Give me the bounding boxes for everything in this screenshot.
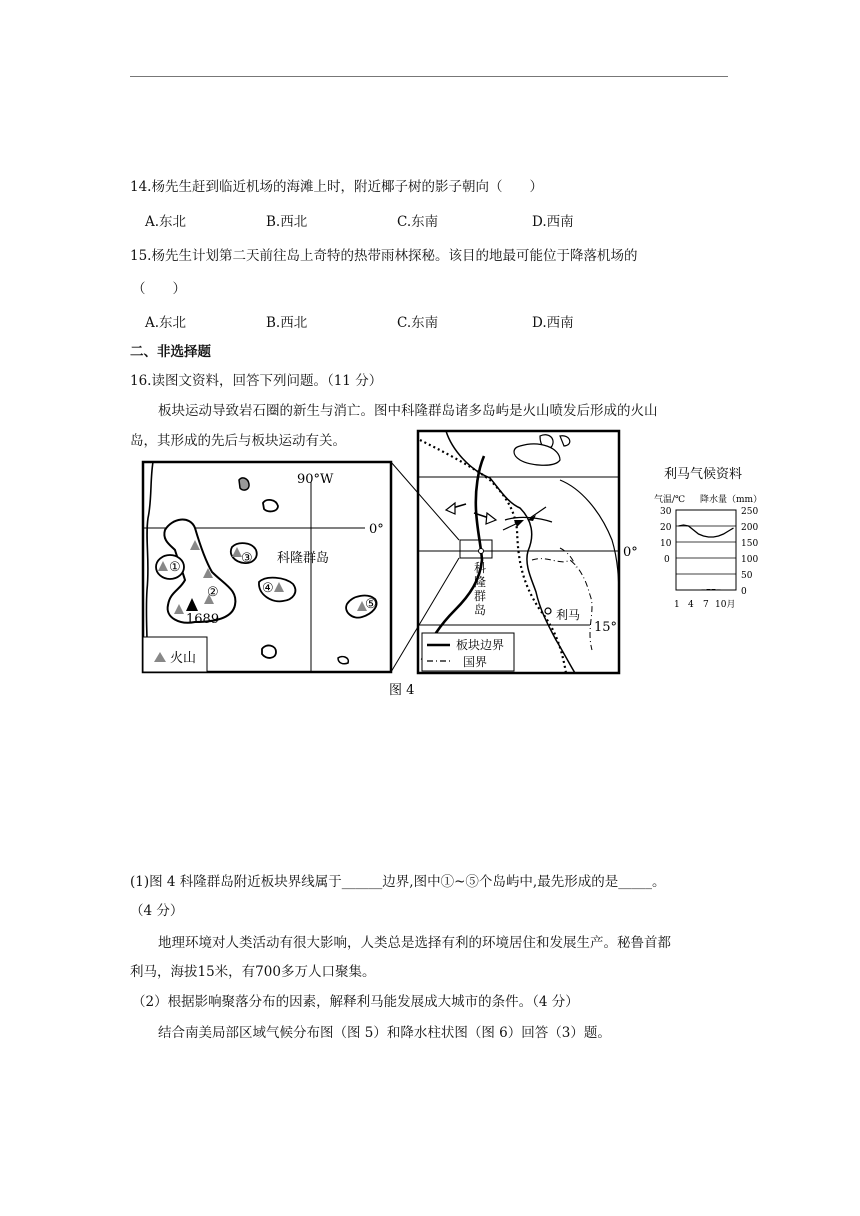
islands-vertical-3: 群 <box>474 589 487 603</box>
equator-label-right: 0° <box>623 545 638 560</box>
y-right-tick-150: 150 <box>741 539 759 549</box>
q14-option-c: C.东南 <box>397 214 439 230</box>
marker-1: ① <box>169 560 181 575</box>
legend-volcano-label: 火山 <box>170 651 197 666</box>
question-15-paren: （ ） <box>132 281 186 297</box>
q15-option-a: A.东北 <box>145 315 187 331</box>
x-tick-7: 7 <box>703 600 709 610</box>
temperature-line <box>679 525 734 537</box>
y-right-axis-label: 降水量（mm） <box>700 495 763 505</box>
lima-paragraph-line2: 利马，海拔15米，有700多万人口聚集。 <box>130 964 376 980</box>
y-right-tick-50: 50 <box>741 571 753 581</box>
question-16-2: （2）根据影响聚落分布的因素，解释利马能发展成大城市的条件。（4 分） <box>132 994 579 1010</box>
y-left-tick-30: 30 <box>660 507 672 517</box>
section-heading: 二、非选择题 <box>130 344 211 360</box>
marker-3: ③ <box>241 551 253 566</box>
precipitation-bar <box>707 589 711 590</box>
y-right-tick-250: 250 <box>741 507 759 517</box>
precipitation-bar <box>702 589 706 590</box>
x-tick-1: 1 <box>674 600 680 610</box>
q14-option-a: A.东北 <box>145 214 187 230</box>
q14-option-b: B.西北 <box>266 214 308 230</box>
y-left-tick-10: 10 <box>660 539 672 549</box>
precipitation-bar <box>717 589 721 590</box>
x-tick-10: 10月 <box>715 600 736 610</box>
south-america-map <box>418 431 619 673</box>
legend-national-border: 国界 <box>463 655 488 669</box>
y-left-tick-20: 20 <box>660 523 672 533</box>
precipitation-bar <box>712 589 716 590</box>
q15-option-d: D.西南 <box>532 315 574 331</box>
equator-label-left: 0° <box>369 522 384 537</box>
q15-option-c: C.东南 <box>397 315 439 331</box>
islands-vertical-1: 科 <box>474 561 487 575</box>
legend-plate-boundary: 板块边界 <box>456 638 505 652</box>
x-tick-4: 4 <box>688 600 694 610</box>
q16-intro-line2: 岛，其形成的先后与板块运动有关。 <box>130 433 346 449</box>
zoom-connector-top <box>391 462 459 540</box>
question-15-stem: 15.杨先生计划第二天前往岛上奇特的热带雨林探秘。该目的地最可能位于降落机场的 <box>130 248 638 264</box>
y-right-tick-0: 0 <box>741 587 747 597</box>
islands-label: 科隆群岛 <box>277 551 330 566</box>
marker-2: ② <box>207 585 219 600</box>
longitude-label: 90°W <box>297 472 334 487</box>
q14-option-d: D.西南 <box>532 214 574 230</box>
y-left-axis-label: 气温/℃ <box>654 495 686 505</box>
question-16-1-score: （4 分） <box>130 903 184 919</box>
islands-vertical-4: 岛 <box>474 603 487 617</box>
y-right-tick-200: 200 <box>741 523 759 533</box>
marker-5: ⑤ <box>365 597 377 612</box>
climate-chart-title: 利马气候资料 <box>664 467 743 482</box>
figure-4-caption: 图 4 <box>389 683 415 698</box>
lima-climate-chart <box>676 510 736 590</box>
y-right-tick-100: 100 <box>741 555 759 565</box>
question-16-stem: 16.读图文资料，回答下列问题。（11 分） <box>130 373 383 389</box>
question-16-3-intro: 结合南美局部区域气候分布图（图 5）和降水柱状图（图 6）回答（3）题。 <box>158 1025 611 1041</box>
lat15-label: 15° <box>594 620 618 635</box>
city-lima-label: 利马 <box>556 608 581 622</box>
q15-option-b: B.西北 <box>266 315 308 331</box>
lima-paragraph-line1: 地理环境对人类活动有很大影响，人类总是选择有利的环境居住和发展生产。秘鲁首都 <box>158 935 671 951</box>
question-16-1: (1)图 4 科隆群岛附近板块界线属于______边界,图中①~⑤个岛屿中,最先形成的是_____。 <box>130 874 666 890</box>
question-14-stem: 14.杨先生赶到临近机场的海滩上时，附近椰子树的影子朝向（ ） <box>130 179 543 195</box>
marker-4: ④ <box>262 581 274 596</box>
islands-vertical-2: 隆 <box>474 575 487 589</box>
peak-elevation: 1689 <box>186 612 220 627</box>
y-left-tick-0: 0 <box>664 555 670 565</box>
q16-intro-line1: 板块运动导致岩石圈的新生与消亡。图中科隆群岛诸多岛屿是火山喷发后形成的火山 <box>158 403 658 419</box>
